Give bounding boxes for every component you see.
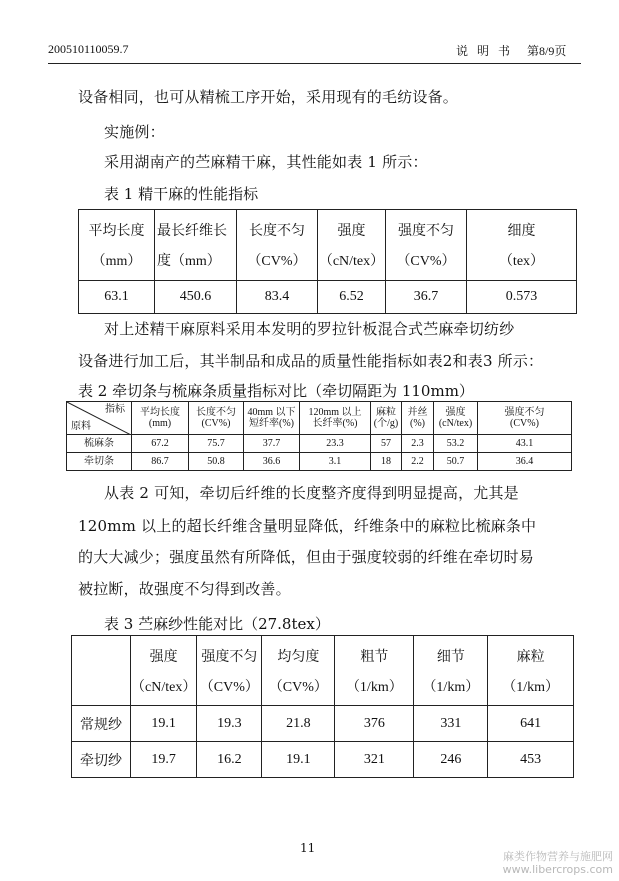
table3-header-cell: 麻粒 （1/km） <box>488 636 574 706</box>
table3-cell: 19.7 <box>131 742 197 778</box>
table2-cell: 3.1 <box>300 453 371 471</box>
paragraph-3: 采用湖南产的苎麻精干麻，其性能如表 1 所示： <box>104 153 428 171</box>
table1-value-row <box>79 281 577 314</box>
table-row <box>67 453 572 471</box>
table1-header-cell: 长度不匀 （CV%） <box>237 210 318 281</box>
table3-row-label: 牵切纱 <box>72 742 131 778</box>
table2-cell: 50.7 <box>434 453 478 471</box>
table3-cell: 16.2 <box>197 742 262 778</box>
table3-header-cell: 强度不匀 （CV%） <box>197 636 262 706</box>
page-indicator: 第8/9页 <box>527 44 567 58</box>
table2-cell: 18 <box>371 453 402 471</box>
paragraph-5-line-4: 被拉断，故强度不匀得到改善。 <box>78 580 291 598</box>
table3-header-cell: 粗节 （1/km） <box>335 636 414 706</box>
table3-cell: 21.8 <box>262 706 335 742</box>
paragraph-4-line-1: 对上述精干麻原料采用本发明的罗拉针板混合式苎麻牵切纺纱 <box>104 320 515 338</box>
table3-header-cell: 细节 （1/km） <box>414 636 488 706</box>
table2-header-cell: 120mm 以上 长纤率(%) <box>300 402 371 435</box>
header-rule <box>48 63 581 64</box>
table2-header-cell: 平均长度 (mm) <box>132 402 189 435</box>
table2-cell: 86.7 <box>132 453 189 471</box>
table2-header-row <box>67 402 572 435</box>
table2-corner-top: 指标 <box>105 404 125 415</box>
table2-cell: 23.3 <box>300 435 371 453</box>
table2-row-label: 梳麻条 <box>67 435 132 453</box>
table1-cell: 83.4 <box>237 281 318 314</box>
paragraph-1: 设备相同，也可从精梳工序开始，采用现有的毛纺设备。 <box>78 88 459 106</box>
table3-row-label: 常规纱 <box>72 706 131 742</box>
table3-cell: 453 <box>488 742 574 778</box>
table1-header-cell: 细度 （tex） <box>467 210 577 281</box>
table2-header-cell: 强度 (cN/tex) <box>434 402 478 435</box>
table3 <box>71 635 574 778</box>
table2-cell: 57 <box>371 435 402 453</box>
table1-cell: 0.573 <box>467 281 577 314</box>
table2-corner-bottom: 原料 <box>71 420 91 432</box>
table1-cell: 450.6 <box>155 281 237 314</box>
table1 <box>78 209 577 314</box>
table2-cell: 36.6 <box>244 453 300 471</box>
table2-corner-cell <box>67 402 132 435</box>
table3-cell: 321 <box>335 742 414 778</box>
table2-cell: 36.4 <box>478 453 572 471</box>
document-label: 说 明 书 <box>456 44 514 58</box>
document-id: 200510110059.7 <box>48 42 129 56</box>
table2-header-cell: 麻粒 (个/g) <box>371 402 402 435</box>
paragraph-2: 实施例： <box>104 123 165 141</box>
watermark-url: www.libercrops.com <box>502 863 613 876</box>
table3-cell: 19.1 <box>131 706 197 742</box>
table2-cell: 37.7 <box>244 435 300 453</box>
table3-cell: 641 <box>488 706 574 742</box>
table2-cell: 75.7 <box>189 435 244 453</box>
table3-cell: 19.3 <box>197 706 262 742</box>
table2-header-cell: 长度不匀 (CV%) <box>189 402 244 435</box>
table3-caption: 表 3 苎麻纱性能对比（27.8tex） <box>104 615 330 633</box>
paragraph-5-line-1: 从表 2 可知，牵切后纤维的长度整齐度得到明显提高，尤其是 <box>104 484 519 502</box>
table2-cell: 2.2 <box>402 453 434 471</box>
table3-header-row <box>72 636 574 706</box>
table1-header-cell: 强度不匀 （CV%） <box>386 210 467 281</box>
page-number: 11 <box>300 841 316 855</box>
table2-row-label: 牵切条 <box>67 453 132 471</box>
table-row <box>72 706 574 742</box>
table1-cell: 36.7 <box>386 281 467 314</box>
paragraph-5-line-2: 120mm 以上的超长纤维含量明显降低，纤维条中的麻粒比梳麻条中 <box>78 517 537 535</box>
table3-header-cell: 均匀度 （CV%） <box>262 636 335 706</box>
paragraph-4-line-2: 设备进行加工后，其半制品和成品的质量性能指标如表2和表3 所示： <box>78 352 544 370</box>
table3-cell: 19.1 <box>262 742 335 778</box>
table3-corner-cell <box>72 636 131 706</box>
table-row <box>72 742 574 778</box>
table2-cell: 50.8 <box>189 453 244 471</box>
table2-header-cell: 40mm 以下 短纤率(%) <box>244 402 300 435</box>
table1-caption: 表 1 精干麻的性能指标 <box>104 185 259 203</box>
table1-header-cell: 强度 （cN/tex） <box>318 210 386 281</box>
table1-header-row <box>79 210 577 281</box>
table2-cell: 67.2 <box>132 435 189 453</box>
table1-cell: 63.1 <box>79 281 155 314</box>
table2-cell: 2.3 <box>402 435 434 453</box>
table3-cell: 331 <box>414 706 488 742</box>
table-row <box>67 435 572 453</box>
table1-header-cell: 平均长度 （mm） <box>79 210 155 281</box>
table1-cell: 6.52 <box>318 281 386 314</box>
table2-cell: 43.1 <box>478 435 572 453</box>
table2 <box>66 401 572 471</box>
watermark-site-name: 麻类作物营养与施肥网 <box>503 850 613 863</box>
table3-cell: 246 <box>414 742 488 778</box>
table2-cell: 53.2 <box>434 435 478 453</box>
table3-header-cell: 强度 （cN/tex） <box>131 636 197 706</box>
paragraph-5-line-3: 的大大减少；强度虽然有所降低，但由于强度较弱的纤维在牵切时易 <box>78 548 535 566</box>
table3-cell: 376 <box>335 706 414 742</box>
table1-header-cell: 最长纤维长 度（mm） <box>155 210 237 281</box>
table2-caption: 表 2 牵切条与梳麻条质量指标对比（牵切隔距为 110mm） <box>78 382 474 400</box>
table2-header-cell: 并丝 (%) <box>402 402 434 435</box>
table2-header-cell: 强度不匀 (CV%) <box>478 402 572 435</box>
